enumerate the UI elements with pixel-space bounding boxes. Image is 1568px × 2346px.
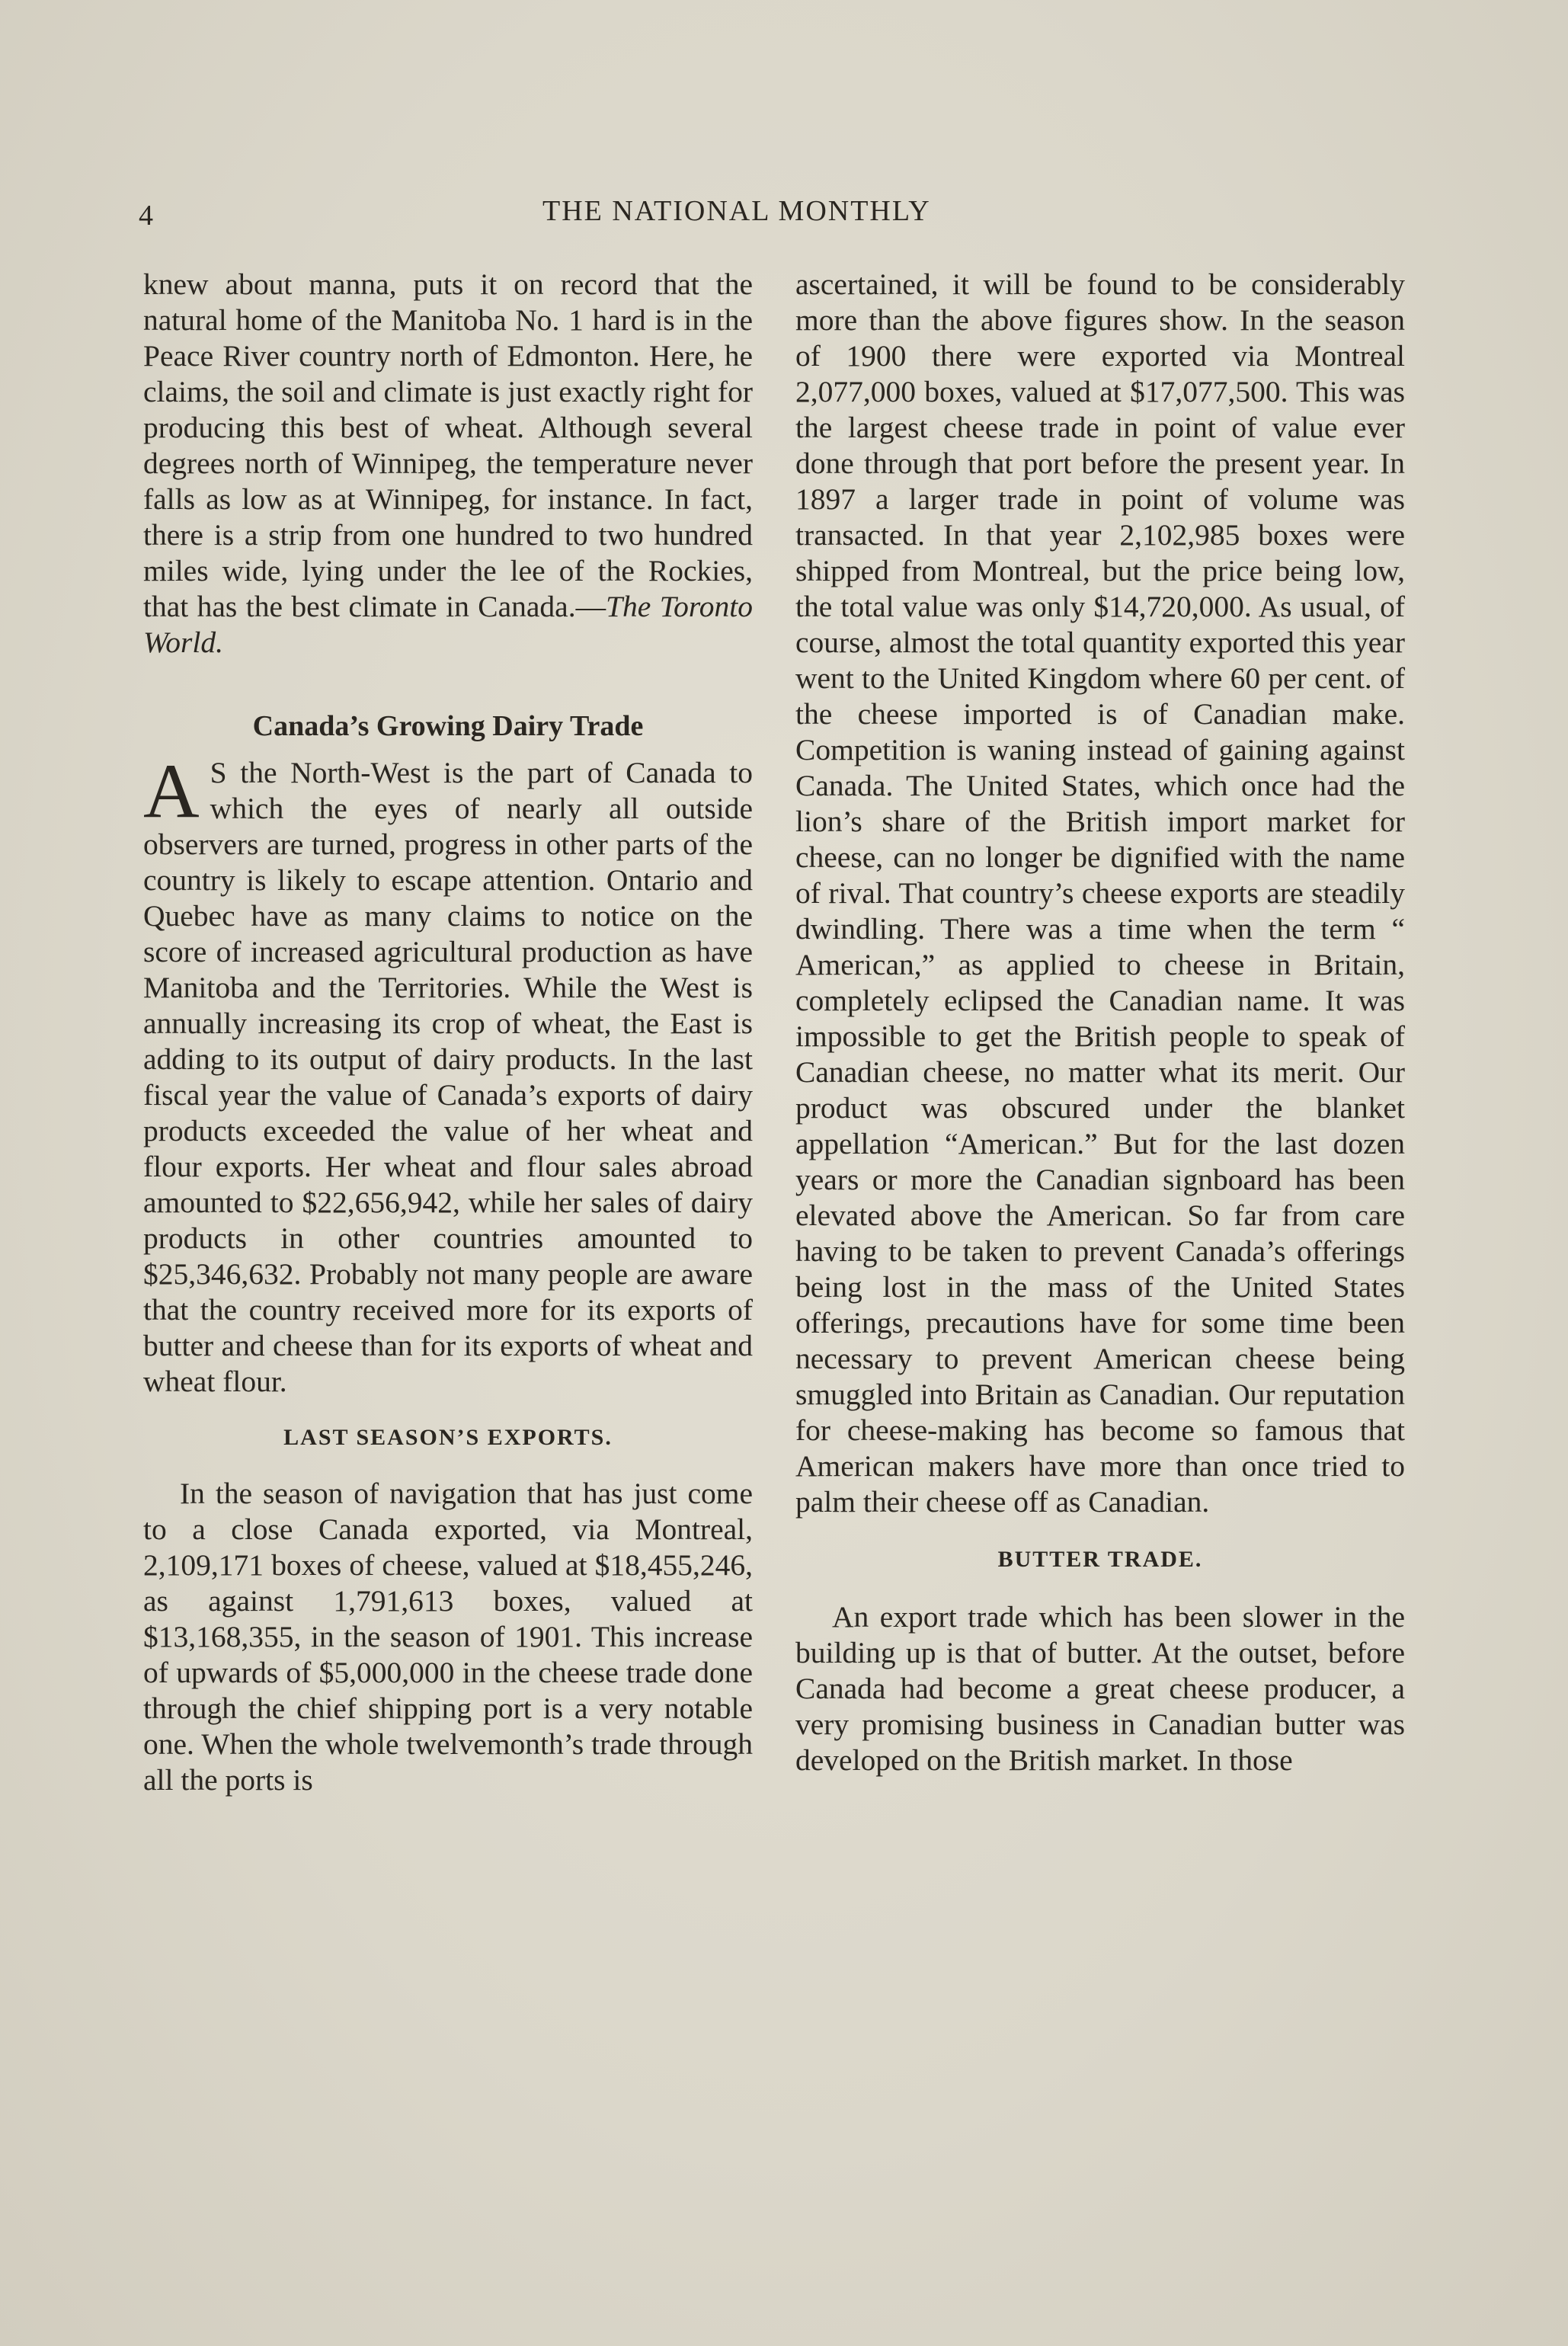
intro-text: knew about manna, puts it on record that the natural home of the Manitoba No. 1 hard is in the Peace River country north of Edmonton. Here, he claims, the soil and climate is just exactly right for producing this best of wheat. Although several degrees north of Winnipeg, the temperature never falls as low as at Winnipeg, for instance. In fact, there is a strip from one hundred to two hundred miles wide, lying under the lee of the Rockies, that has the best climate in Canada.— <box>143 267 753 623</box>
continued-paragraph: ascertained, it will be found to be considerably more than the above figures show. In the season of 1900 there were exported via Montreal 2,077,000 boxes, valued at $17,077,500. This was the largest cheese trade in point of value ever done through that port before the present year. In 1897 a larger trade in point of volume was transacted. In that year 2,102,985 boxes were shipped from Montreal, but the price being low, the total value was only $14,720,000. As usual, of course, almost the total quantity exported this year went to the United Kingdom where 60 per cent. of the cheese imported is of Canadian make. Competition is waning instead of gaining against Canada. The United States, which once had the lion’s share of the British import market for cheese, can no longer be dignified with the name of rival. That country’s cheese exports are steadily dwindling. There was a time when the term “ American,” as applied to cheese in Britain, completely eclipsed the Canadian name. It was impossible to get the British people to speak of Canadian cheese, no matter what its merit. Our product was obscured under the blanket appellation “American.” But for the last dozen years or more the Canadian signboard has been elevated above the American. So far from care having to be taken to prevent Canada’s offerings being lost in the mass of the United States offerings, precautions have for some time been necessary to prevent American cheese being smuggled into Britain as Canadian. Our reputation for cheese-making has become so famous that American makers have more than once tried to palm their cheese off as Canadian. <box>795 267 1405 1519</box>
section-paragraph <box>143 748 753 1400</box>
intro-paragraph <box>143 267 753 661</box>
left-column <box>143 267 753 1798</box>
page-number: 4 <box>139 200 153 232</box>
section-title: Canada’s Growing Dairy Trade <box>252 710 644 742</box>
section-paragraph-text: S the North-West is the part of Canada to which the eyes of nearly all outside observers are turned, progress in other parts of the country is likely to escape attention. Ontario and Quebec have as many claims to notice on the score of increased agricultural production as have Manitoba and the Territories. While the West is annually increasing its crop of wheat, the East is adding to its output of dairy products. In the last fiscal year the value of Canada’s exports of dairy products exceeded the value of her wheat and flour exports. Her wheat and flour sales abroad amounted to $22,656,942, while her sales of dairy products in other countries amounted to $25,346,632. Probably not many people are aware that the country received more for its exports of butter and cheese than for its exports of wheat and wheat flour. <box>143 756 753 1398</box>
exports-paragraph: In the season of navigation that has just come to a close Canada exported, via Montreal, 2,109,171 boxes of cheese, valued at $18,455,246, as against 1,791,613 boxes, valued at $13,168,355, in the season of 1901. This increase of upwards of $5,000,000 in the cheese trade done through the chief shipping port is a very notable one. When the whole twelvemonth’s trade through all the ports is <box>143 1477 753 1797</box>
page-header <box>139 194 1434 240</box>
drop-cap: A <box>143 748 200 834</box>
spacer <box>143 661 753 691</box>
right-column <box>795 267 1405 1778</box>
intro-source: The Toronto World. <box>143 590 753 659</box>
subhead-last-season: LAST SEASON’S EXPORTS. <box>283 1425 613 1450</box>
butter-paragraph: An export trade which has been slower in the building up is that of butter. At the outset, before Canada had become a great cheese producer, a very promising business in Canadian butter was developed on the British market. In those <box>795 1600 1405 1777</box>
subhead-butter-trade: BUTTER TRADE. <box>997 1547 1203 1572</box>
running-title: THE NATIONAL MONTHLY <box>542 195 931 227</box>
